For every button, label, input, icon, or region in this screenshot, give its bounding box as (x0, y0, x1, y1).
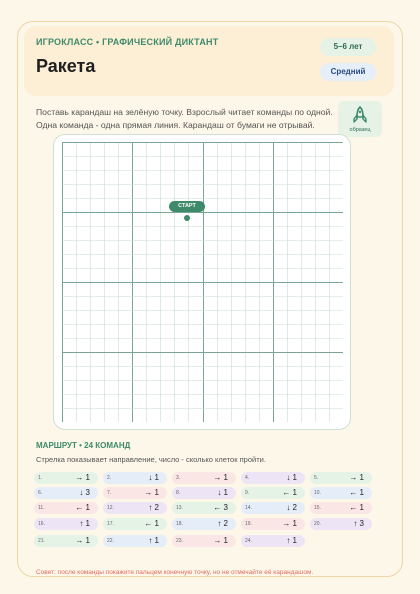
start-dot (184, 215, 190, 221)
command-item: 5. → 1 (310, 472, 372, 484)
command-item: 19. → 1 (241, 518, 305, 530)
route-subtitle: Стрелка показывает направление, число - сколько клеток пройти. (36, 455, 266, 464)
command-item: 13. ← 3 (172, 502, 236, 514)
command-item: 11. ← 1 (34, 502, 98, 514)
command-item: 20. ↑ 3 (310, 518, 372, 530)
level-badge: Средний (320, 63, 376, 81)
command-item: 4. ↓ 1 (241, 472, 305, 484)
command-item: 17. ← 1 (103, 518, 167, 530)
command-item: 15. ← 1 (310, 502, 372, 514)
header-card (24, 26, 394, 96)
command-item: 22. ↑ 1 (103, 535, 167, 547)
command-item: 12. ↑ 2 (103, 502, 167, 514)
command-item: 18. ↑ 2 (172, 518, 236, 530)
command-item: 6. ↓ 3 (34, 487, 98, 499)
header-kicker: ИГРОКЛАСС • ГРАФИЧЕСКИЙ ДИКТАНТ (36, 37, 219, 47)
tip-text: Совет: после команды покажите пальцем конечную точку, но не отмечайте её карандашом. (36, 569, 314, 576)
command-item: 2. ↓ 1 (103, 472, 167, 484)
command-item: 7. → 1 (103, 487, 167, 499)
command-item: 9. ← 1 (241, 487, 305, 499)
command-item: 24. ↑ 1 (241, 535, 305, 547)
page-title: Ракета (36, 56, 96, 76)
sample-label: образец (349, 127, 371, 133)
route-title: МАРШРУТ • 24 КОМАНД (36, 441, 131, 450)
command-item: 23. → 1 (172, 535, 236, 547)
sample-button[interactable] (338, 101, 382, 137)
drawing-grid[interactable] (62, 142, 343, 422)
start-label: СТАРТ (169, 201, 205, 212)
rocket-icon (352, 106, 368, 125)
command-item: 14. ↓ 2 (241, 502, 305, 514)
command-item: 10. ← 1 (310, 487, 372, 499)
command-item: 1. → 1 (34, 472, 98, 484)
command-item: 16. ↑ 1 (34, 518, 98, 530)
grid-frame (53, 134, 351, 430)
instructions-text: Поставь карандаш на зелёную точку. Взрослый читает команды по одной. Одна команда - одна прямая линия. Карандаш от бумаги не отрывай. (36, 107, 333, 130)
command-item: 8. ↓ 1 (172, 487, 236, 499)
command-item: 3. → 1 (172, 472, 236, 484)
age-badge: 5–6 лет (320, 38, 376, 56)
command-item: 21. → 1 (34, 535, 98, 547)
